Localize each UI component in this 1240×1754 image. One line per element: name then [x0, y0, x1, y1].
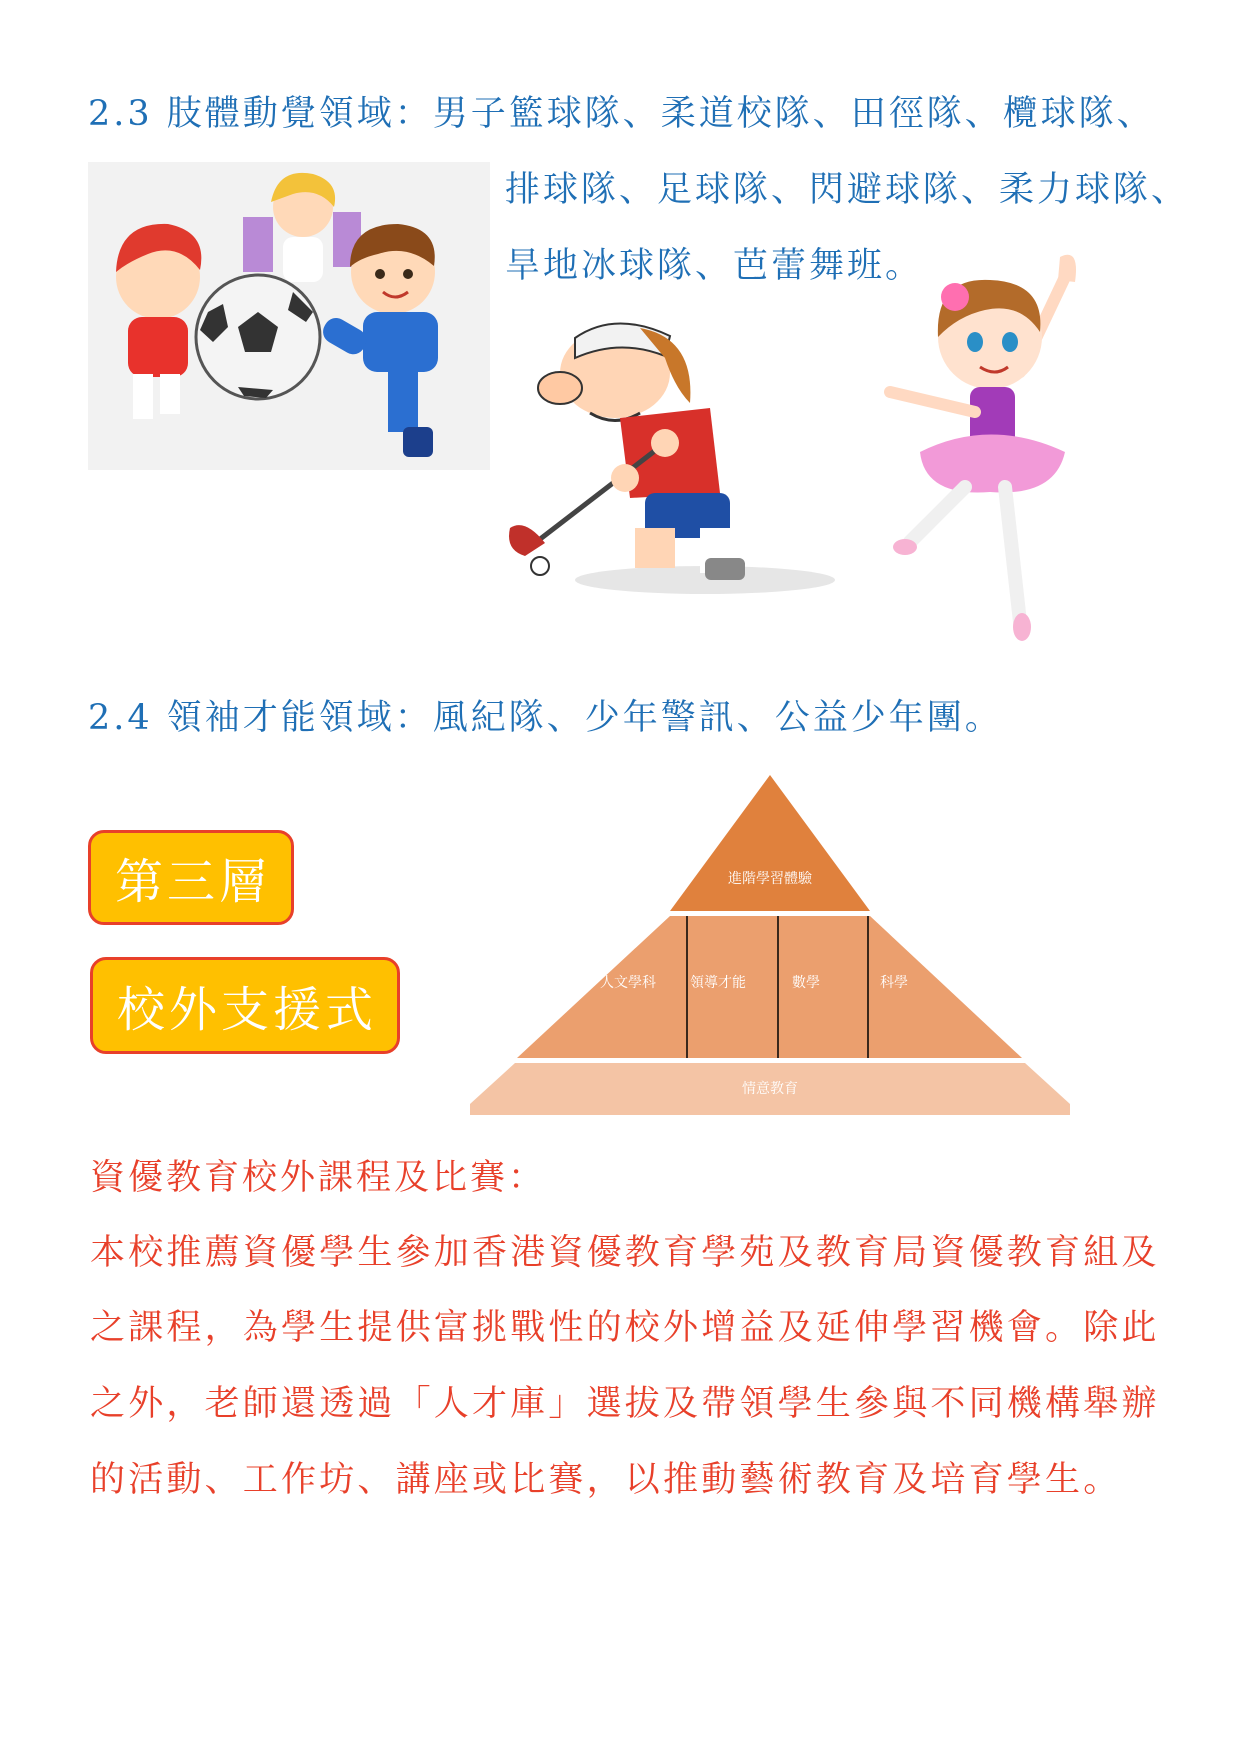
gifted-paragraph-line-3: 之外，老師還透過「人才庫」選拔及帶領學生參與不同機構舉辦: [90, 1384, 1160, 1424]
ballerina-illustration: [880, 242, 1120, 647]
floorball-player-illustration: [505, 318, 835, 600]
gifted-programs-title: 資優教育校外課程及比賽：: [90, 1158, 547, 1198]
section-2-3-heading: 2.3 肢體動覺領域：男子籃球隊、柔道校隊、田徑隊、欖球隊、: [88, 94, 1155, 134]
gifted-paragraph-line-2: 之課程，為學生提供富挑戰性的校外增益及延伸學習機會。除此: [90, 1308, 1160, 1348]
soccer-kids-illustration: [88, 162, 490, 470]
section-2-4-heading: 2.4 領袖才能領域：風紀隊、少年警訊、公益少年團。: [88, 698, 1003, 738]
gifted-paragraph-line-1: 本校推薦資優學生參加香港資優教育學苑及教育局資優教育組及: [90, 1233, 1160, 1273]
pyramid-subject-label: 數學: [792, 975, 820, 991]
gifted-paragraph-line-4: 的活動、工作坊、講座或比賽，以推動藝術教育及培育學生。: [90, 1460, 1122, 1500]
pyramid-top-label: 進階學習體驗: [728, 871, 812, 887]
pyramid-top-tier: [670, 775, 870, 911]
support-mode-tag: 校外支援式: [90, 957, 400, 1054]
pyramid-subject-label: 領導才能: [690, 975, 746, 991]
gifted-education-pyramid: [470, 775, 1070, 1125]
pyramid-subject-label: 科學: [880, 975, 908, 991]
pyramid-middle-tier: [517, 916, 1022, 1058]
layer-tag: 第三層: [88, 830, 294, 925]
sports-team-list-line-1: 排球隊、足球隊、閃避球隊、柔力球隊、: [505, 170, 1190, 210]
sports-team-list-line-2: 旱地冰球隊、芭蕾舞班。: [505, 246, 924, 286]
pyramid-subject-label: 人文學科: [600, 975, 656, 991]
pyramid-bottom-label: 情意教育: [742, 1081, 798, 1097]
